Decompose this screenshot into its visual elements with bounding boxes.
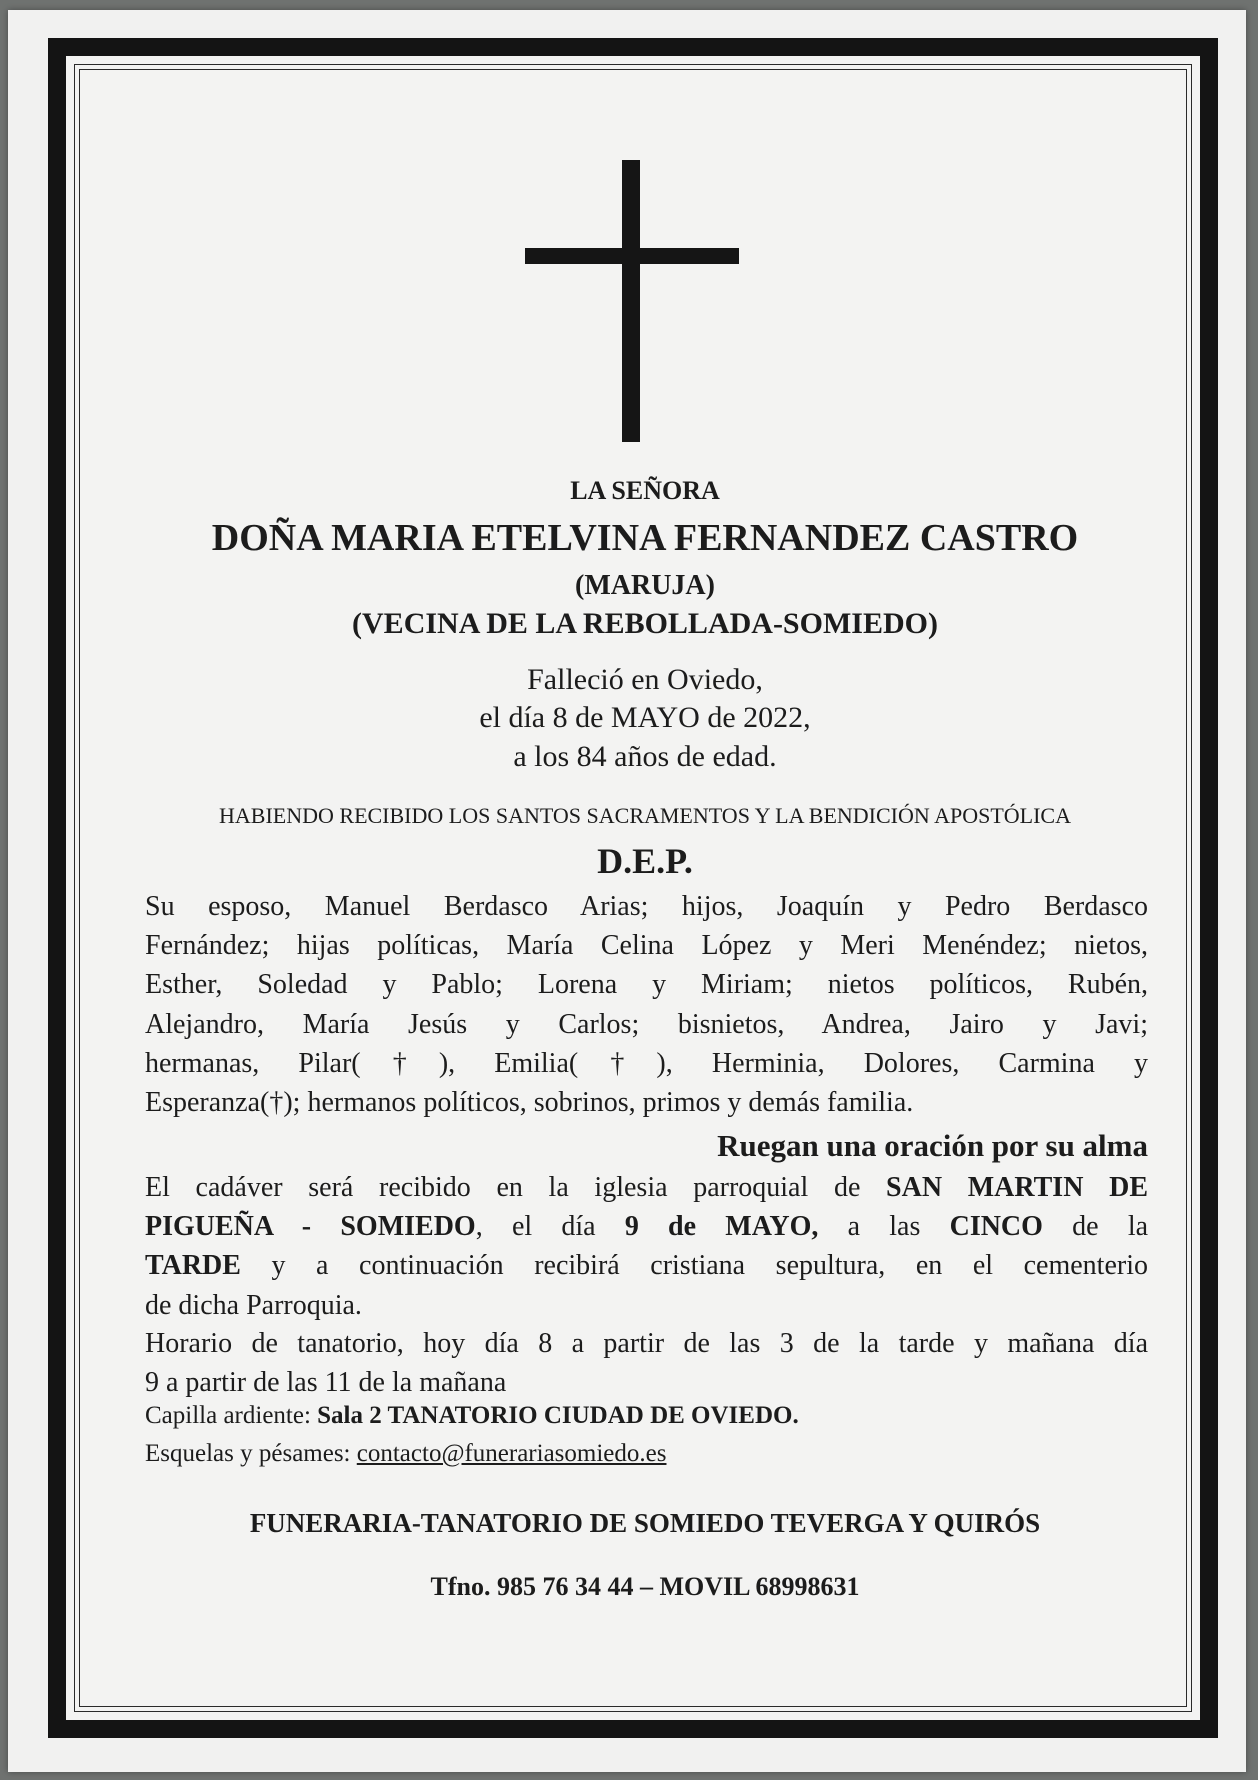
- death-date: el día 8 de MAYO de 2022,: [479, 701, 811, 734]
- funeral-text: a las: [818, 1211, 950, 1243]
- family-line: Alejandro, María Jesús y Carlos; bisnietos, Andrea, Jairo y Javi;: [145, 1008, 1148, 1040]
- wake-paragraph: [145, 1324, 1148, 1402]
- family-line: Esther, Soledad y Pablo; Lorena y Miriam; nietos políticos, Rubén,: [145, 969, 1148, 1001]
- funeral-time-period: TARDE: [145, 1250, 241, 1282]
- funeral-home-phone: Tfno. 985 76 34 44 – MOVIL 68998631: [430, 1572, 860, 1601]
- church-name: SAN MARTIN DE: [886, 1172, 1148, 1203]
- funeral-paragraph: [145, 1168, 1148, 1325]
- family-line: hermanas, Pilar(†), Emilia(†), Herminia, Dolores, Carmina y: [145, 1047, 1148, 1079]
- chapel-line: [145, 1402, 799, 1430]
- deceased-name: DOÑA MARIA ETELVINA FERNANDEZ CASTRO: [211, 517, 1079, 559]
- condolences-line: [145, 1440, 666, 1468]
- condolences-label: Esquelas y pésames:: [145, 1440, 357, 1467]
- funeral-line-2: [145, 1207, 1148, 1246]
- wake-line-1: Horario de tanatorio, hoy día 8 a partir de las 3 de la tarde y mañana día: [145, 1328, 1148, 1359]
- funeral-text: El cadáver será recibido en la iglesia parroquial de: [145, 1172, 887, 1203]
- chapel-label: Capilla ardiente:: [145, 1402, 318, 1429]
- cross-vertical-bar: [622, 160, 640, 442]
- sacraments-line: HABIENDO RECIBIDO LOS SANTOS SACRAMENTOS Y LA BENDICIÓN APOSTÓLICA: [219, 803, 1071, 828]
- chapel-value: Sala 2 TANATORIO CIUDAD DE OVIEDO.: [317, 1402, 799, 1429]
- nickname: (MARUJA): [575, 570, 715, 601]
- funeral-text: , el día: [475, 1211, 625, 1243]
- family-line: Fernández; hijas políticas, María Celina López y Meri Menéndez; nietos,: [145, 930, 1148, 962]
- funeral-line-4: de dicha Parroquia.: [145, 1289, 362, 1321]
- family-paragraph: [145, 887, 1148, 1122]
- death-place: Falleció en Oviedo,: [527, 663, 763, 696]
- funeral-line-3: [145, 1246, 1148, 1285]
- family-line: Su esposo, Manuel Berdasco Arias; hijos, Joaquín y Pedro Berdasco: [145, 891, 1148, 922]
- funeral-line-1: [145, 1168, 1148, 1207]
- church-place: PIGUEÑA - SOMIEDO: [145, 1211, 476, 1243]
- funeral-hour: CINCO: [949, 1211, 1043, 1243]
- death-age: a los 84 años de edad.: [513, 740, 777, 773]
- prayer-request: Ruegan una oración por su alma: [717, 1128, 1148, 1163]
- condolences-email[interactable]: contacto@funerariasomiedo.es: [356, 1440, 667, 1467]
- dep-heading: D.E.P.: [597, 841, 693, 881]
- funeral-text: y a continuación recibirá cristiana sepultura, en el cementerio: [240, 1250, 1148, 1282]
- wake-line-2: 9 a partir de las 11 de la mañana: [145, 1367, 507, 1399]
- funeral-date: 9 de MAYO,: [624, 1211, 819, 1243]
- funeral-text: de la: [1042, 1211, 1149, 1243]
- title-line: LA SEÑORA: [570, 476, 720, 505]
- family-line: Esperanza(†); hermanos políticos, sobrinos, primos y demás familia.: [145, 1087, 914, 1119]
- residence: (VECINA DE LA REBOLLADA-SOMIEDO): [352, 607, 938, 640]
- funeral-home-name: FUNERARIA-TANATORIO DE SOMIEDO TEVERGA Y QUIRÓS: [249, 1508, 1041, 1538]
- cross-horizontal-bar: [525, 248, 739, 264]
